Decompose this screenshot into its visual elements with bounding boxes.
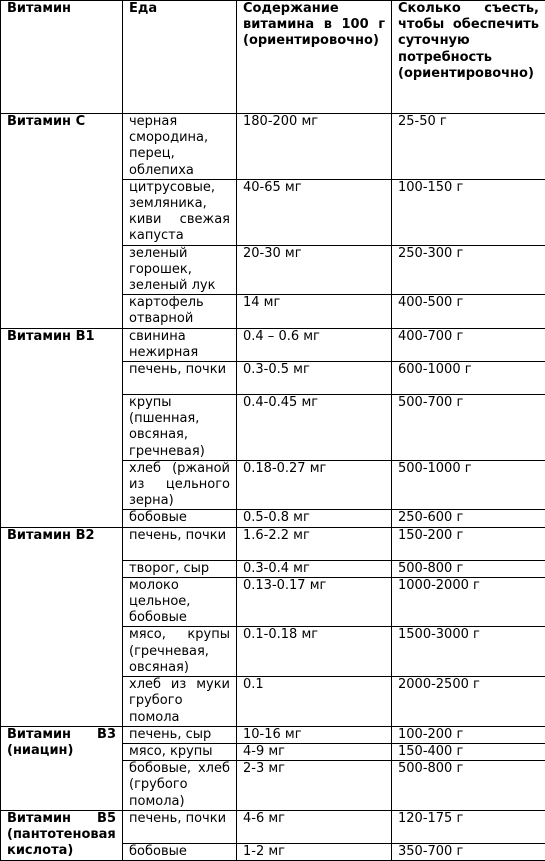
food-cell: печень, почки: [123, 810, 237, 843]
header-row: [1, 1, 545, 114]
food-cell: черная смородина, перец, облепиха: [123, 114, 237, 180]
food-cell: хлеб (ржаной из цельного зерна): [123, 460, 237, 510]
food-cell: печень, сыр: [123, 726, 237, 743]
amount-cell: 120-175 г: [392, 810, 545, 843]
food-cell: цитрусовые, земляника, киви свежая капуста: [123, 179, 237, 245]
amount-cell: 250-600 г: [392, 510, 545, 527]
food-cell: бобовые: [123, 510, 237, 527]
vitamin-name: Витамин B1: [1, 328, 123, 527]
food-cell: мясо, крупы (гречневая, овсяная): [123, 627, 237, 677]
food-cell: бобовые: [123, 843, 237, 860]
amount-cell: 25-50 г: [392, 114, 545, 180]
content-cell: 10-16 мг: [237, 726, 392, 743]
food-cell: крупы (пшенная, овсяная, гречневая): [123, 395, 237, 461]
food-cell: творог, сыр: [123, 560, 237, 577]
content-cell: 0.1: [237, 677, 392, 727]
amount-cell: 500-700 г: [392, 395, 545, 461]
content-cell: 0.1-0.18 мг: [237, 627, 392, 677]
content-cell: 40-65 мг: [237, 179, 392, 245]
amount-cell: 150-400 г: [392, 743, 545, 760]
content-cell: 0.5-0.8 мг: [237, 510, 392, 527]
amount-cell: 400-700 г: [392, 328, 545, 361]
vitamin-name: Витамин C: [1, 114, 123, 329]
food-cell: зеленый горошек, зеленый лук: [123, 245, 237, 295]
content-cell: 1-2 мг: [237, 843, 392, 860]
vitamin-name: Витамин B5 (пантотеновая кислота): [1, 810, 123, 860]
amount-cell: 250-300 г: [392, 245, 545, 295]
table-row: [1, 726, 545, 743]
food-cell: свинина нежирная: [123, 328, 237, 361]
amount-cell: 100-200 г: [392, 726, 545, 743]
header-food: Еда: [123, 1, 237, 114]
content-cell: 4-9 мг: [237, 743, 392, 760]
amount-cell: 400-500 г: [392, 295, 545, 328]
vitamin-name: Витамин B3 (ниацин): [1, 726, 123, 810]
food-cell: картофель отварной: [123, 295, 237, 328]
amount-cell: 500-1000 г: [392, 460, 545, 510]
content-cell: 0.3-0.4 мг: [237, 560, 392, 577]
amount-cell: 2000-2500 г: [392, 677, 545, 727]
food-cell: печень, почки: [123, 527, 237, 560]
header-amount: Сколько съесть, чтобы обеспечить суточную потребность (ориентировочно): [392, 1, 545, 114]
content-cell: 0.3-0.5 мг: [237, 362, 392, 395]
amount-cell: 100-150 г: [392, 179, 545, 245]
content-cell: 0.4-0.45 мг: [237, 395, 392, 461]
amount-cell: 150-200 г: [392, 527, 545, 560]
food-cell: мясо, крупы: [123, 743, 237, 760]
food-cell: хлеб из муки грубого помола: [123, 677, 237, 727]
table-row: [1, 114, 545, 180]
food-cell: молоко цельное, бобовые: [123, 577, 237, 627]
header-vitamin: Витамин: [1, 1, 123, 114]
table-row: [1, 328, 545, 361]
food-cell: бобовые, хлеб (грубого помола): [123, 761, 237, 811]
content-cell: 0.13-0.17 мг: [237, 577, 392, 627]
content-cell: 4-6 мг: [237, 810, 392, 843]
amount-cell: 600-1000 г: [392, 362, 545, 395]
content-cell: 0.4 – 0.6 мг: [237, 328, 392, 361]
amount-cell: 500-800 г: [392, 560, 545, 577]
vitamin-name: Витамин B2: [1, 527, 123, 726]
amount-cell: 500-800 г: [392, 761, 545, 811]
content-cell: 20-30 мг: [237, 245, 392, 295]
amount-cell: 1000-2000 г: [392, 577, 545, 627]
content-cell: 180-200 мг: [237, 114, 392, 180]
content-cell: 2-3 мг: [237, 761, 392, 811]
content-cell: 14 мг: [237, 295, 392, 328]
header-content: Содержание витамина в 100 г (ориентировочно): [237, 1, 392, 114]
content-cell: 0.18-0.27 мг: [237, 460, 392, 510]
amount-cell: 1500-3000 г: [392, 627, 545, 677]
table-row: [1, 810, 545, 843]
amount-cell: 350-700 г: [392, 843, 545, 860]
content-cell: 1.6-2.2 мг: [237, 527, 392, 560]
food-cell: печень, почки: [123, 362, 237, 395]
table-row: [1, 527, 545, 560]
